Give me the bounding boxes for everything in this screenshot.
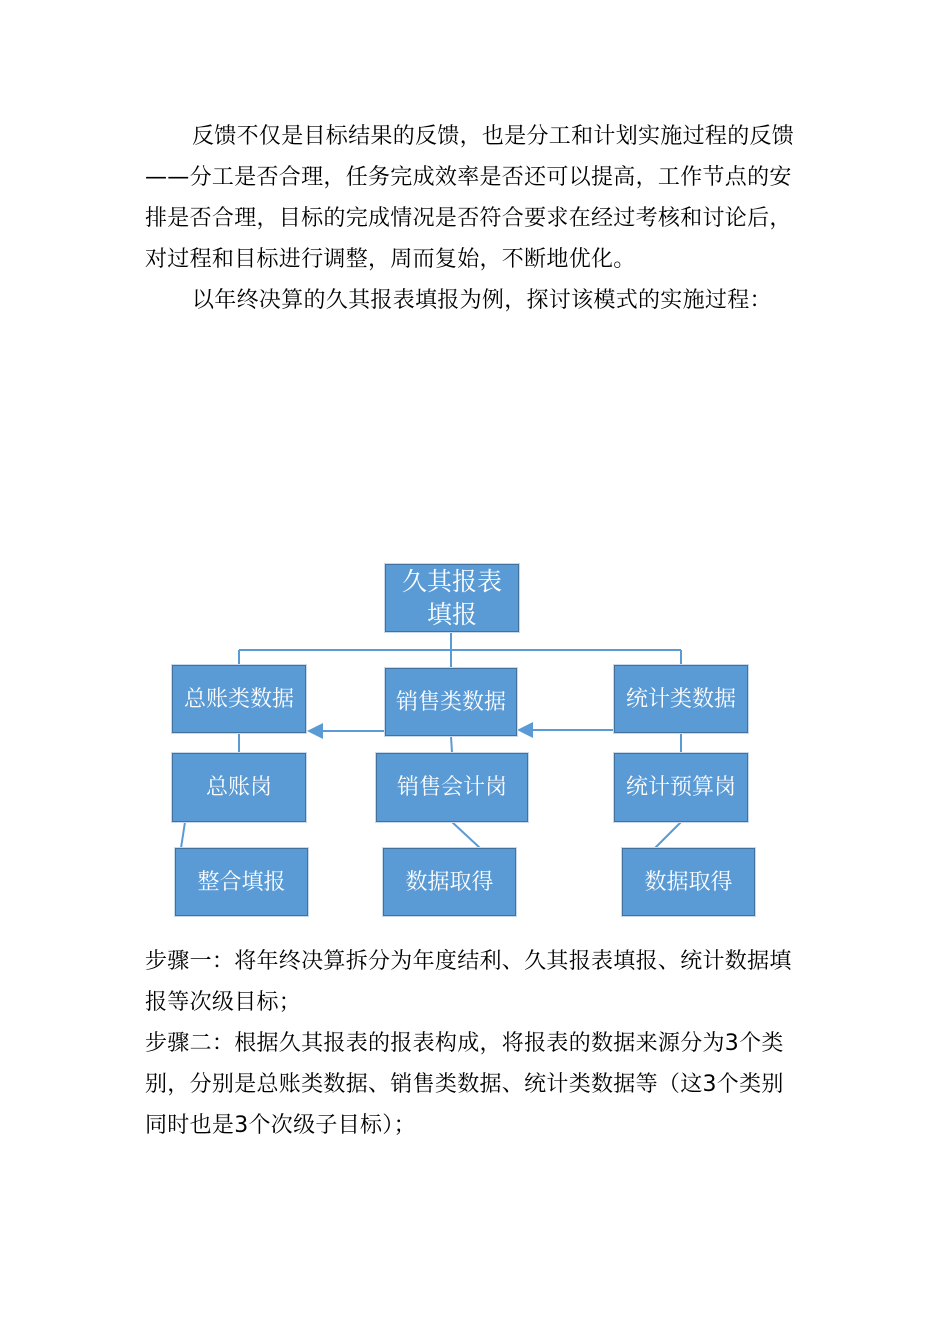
example-paragraph: 以年终决算的久其报表填报为例，探讨该模式的实施过程： <box>192 288 772 313</box>
post-box-ledger: 总账岗 <box>172 753 306 822</box>
feedback-paragraph: 反馈不仅是目标结果的反馈，也是分工和计划实施过程的反馈——分工是否合理，任务完成效率是否还可以提高，工作节点的安排是否合理，目标的完成情况是否符合要求在经过考核和讨论后，对过程和目标进行调整，周而复始，不断地优化。 <box>145 124 795 272</box>
category-box-ledger: 总账类数据 <box>172 665 306 733</box>
action-box-obtain-sales: 数据取得 <box>383 848 516 916</box>
root-label-line2: 填报 <box>426 600 477 629</box>
diagram-root-box <box>385 564 519 632</box>
step-two-text: 步骤二：根据久其报表的报表构成，将报表的数据来源分为3个类别，分别是总账类数据、销售类数据、统计类数据等（这3个类别同时也是3个次级子目标）； <box>145 1031 784 1138</box>
category-box-sales: 销售类数据 <box>385 668 517 736</box>
step-one-text: 步骤一：将年终决算拆分为年度结利、久其报表填报、统计数据填报等次级目标； <box>145 949 792 1015</box>
category-box-statistics: 统计类数据 <box>614 665 748 733</box>
post-box-sales-accounting: 销售会计岗 <box>376 753 528 822</box>
root-label-line1: 久其报表 <box>401 567 502 596</box>
action-box-obtain-statistics: 数据取得 <box>622 848 755 916</box>
action-box-integrate: 整合填报 <box>175 848 308 916</box>
post-box-statistics-budget: 统计预算岗 <box>614 753 748 822</box>
